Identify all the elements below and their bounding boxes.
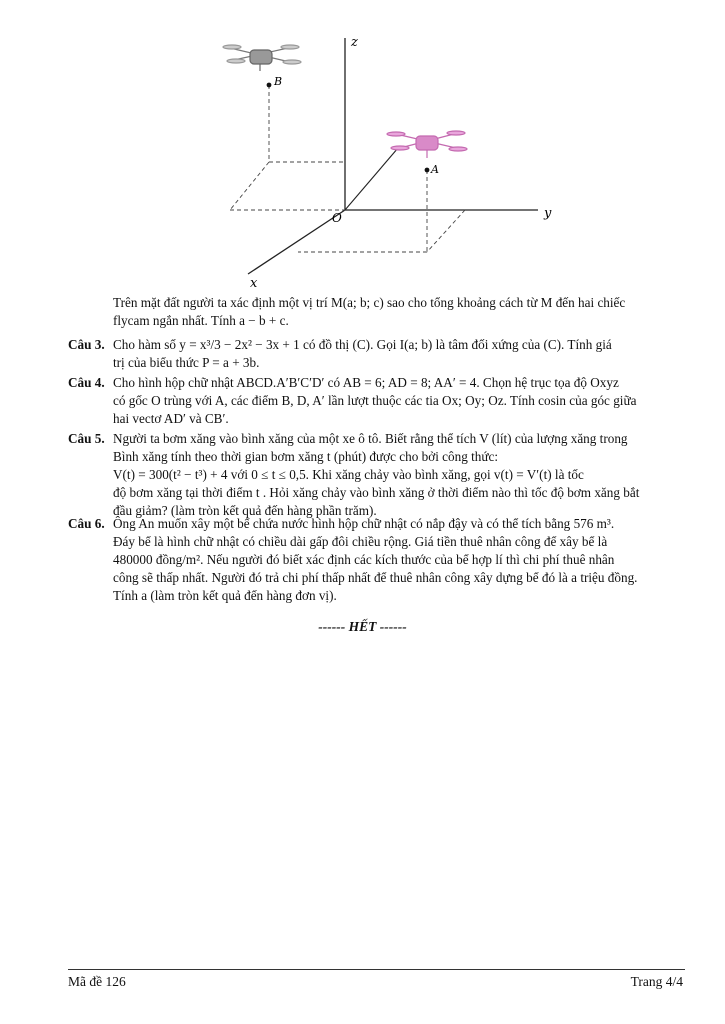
z-axis-label: z [351, 35, 358, 50]
point-a-label: A [431, 163, 439, 176]
question-label: Câu 3. [68, 337, 105, 352]
question-line: Đáy bể là hình chữ nhật có chiều dài gấp đôi chiều rộng. Giá tiền thuê nhân công để xây bể là [113, 534, 608, 549]
point-b-label: B [274, 75, 283, 88]
dashed-projection-a [298, 170, 465, 252]
intro-line: flycam ngắn nhất. Tính a − b + c. [113, 313, 289, 328]
dashed-projection-b [230, 85, 345, 210]
question-line: Cho hàm số y = x³/3 − 2x² − 3x + 1 có đồ thị (C). Gọi I(a; b) là tâm đối xứng của (C). Tính giá [113, 337, 612, 352]
question-5 [68, 430, 683, 520]
diagonal-line [345, 148, 398, 210]
question-label: Câu 5. [68, 431, 105, 446]
question-line: có gốc O trùng với A, các điểm B, D, A′ lần lượt thuộc các tia Ox; Oy; Oz. Tính cosin của góc giữa [113, 393, 637, 408]
question-line: Người ta bơm xăng vào bình xăng của một xe ô tô. Biết rằng thể tích V (lít) của lượng xăng trong [113, 431, 628, 446]
point-a-dot [425, 168, 430, 173]
x-axis-label: x [250, 276, 258, 291]
question-line: công sẽ thấp nhất. Người đó trả chi phí thấp nhất để thuê nhân công xây dựng bể đó là a triệu đồng. [113, 570, 638, 585]
y-axis-label: y [544, 206, 552, 221]
question-line: Cho hình hộp chữ nhật ABCD.A′B′C′D′ có AB = 6; AD = 8; AA′ = 4. Chọn hệ trục tọa độ Oxyz [113, 375, 619, 390]
flycam-coordinate-figure [220, 30, 560, 292]
question-line: Bình xăng tính theo thời gian bơm xăng t (phút) được cho bởi công thức: [113, 449, 499, 464]
question-3 [68, 336, 683, 372]
end-marker: ------ HẾT ------ [318, 619, 407, 634]
question-line: Ông An muốn xây một bể chứa nước hình hộp chữ nhật có nắp đậy và có thể tích bằng 576 m³. [113, 516, 615, 531]
footer-divider [68, 969, 685, 970]
question-line: độ bơm xăng tại thời điểm t . Hỏi xăng chảy vào bình xăng ở thời điểm nào thì tốc độ bơm xăng bắt [113, 485, 640, 500]
intro-line: Trên mặt đất người ta xác định một vị trí M(a; b; c) sao cho tổng khoảng cách từ M đến hai chiếc [113, 295, 626, 310]
origin-label: O [332, 211, 342, 225]
question-4 [68, 374, 683, 428]
point-b-dot [267, 83, 272, 88]
x-axis [248, 210, 345, 274]
question-line: trị của biểu thức P = a + 3b. [113, 355, 260, 370]
question-6 [68, 515, 683, 605]
question-line: đầu giảm? (làm tròn kết quả đến hàng phần trăm). [113, 503, 377, 518]
flycam-b-icon [223, 45, 301, 71]
question-line: hai vectơ AD′ và CB′. [113, 411, 229, 426]
question-line: Tính a (làm tròn kết quả đến hàng đơn vị). [113, 588, 337, 603]
question-label: Câu 6. [68, 516, 105, 531]
exam-code: Mã đề 126 [68, 974, 126, 989]
flycam-a-icon [387, 131, 467, 158]
page-number: Trang 4/4 [630, 974, 683, 989]
question-label: Câu 4. [68, 375, 105, 390]
question-line: V(t) = 300(t² − t³) + 4 với 0 ≤ t ≤ 0,5. Khi xăng chảy vào bình xăng, gọi v(t) = V′(t) là tốc [113, 467, 584, 482]
question-line: 480000 đồng/m². Nếu người đó biết xác định các kích thước của bể hợp lí thì chi phí thuê nhân [113, 552, 615, 567]
intro-paragraph [68, 294, 683, 330]
